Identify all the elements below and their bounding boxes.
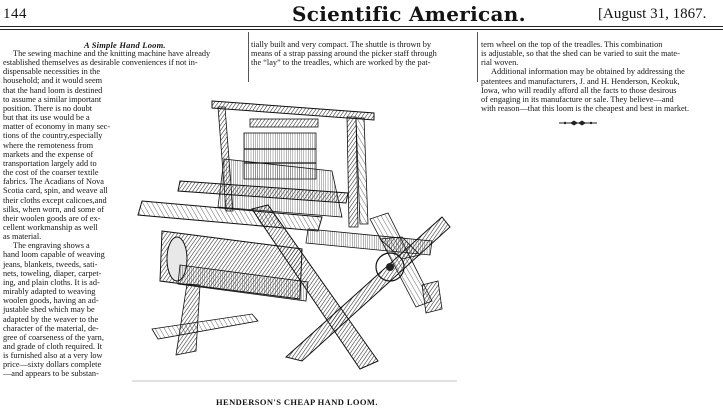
page-number: 144 bbox=[3, 6, 27, 22]
text-line: hand loom capable of weaving bbox=[3, 250, 105, 260]
text-line: but that its use would be a bbox=[3, 113, 90, 123]
text-line: matter of economy in many sec- bbox=[3, 122, 111, 132]
text-line: household; and it would seem bbox=[3, 76, 103, 86]
text-line: silks, when worn, and some of bbox=[3, 204, 105, 214]
text-line: rial woven. bbox=[481, 58, 519, 68]
text-line: fabrics. The Acadians of Nova bbox=[3, 177, 104, 187]
text-line: means of a strap passing around the picker staff through bbox=[251, 49, 437, 59]
header-rule bbox=[0, 26, 723, 27]
text-line: —and appears to be substan- bbox=[3, 369, 99, 379]
text-line: to assume a similar important bbox=[3, 94, 102, 104]
column-rule-2 bbox=[477, 32, 478, 82]
text-line: their woolen goods are of ex- bbox=[3, 213, 101, 223]
text-line: gree of coarseness of the yarn, bbox=[3, 332, 104, 342]
text-line: dispensable necessities in the bbox=[3, 67, 101, 77]
text-line: The engraving shows a bbox=[13, 241, 90, 251]
text-line: jeans, blankets, tweeds, sati- bbox=[3, 259, 98, 269]
text-line: justable shed which may be bbox=[3, 305, 95, 315]
article-column-3 bbox=[481, 40, 721, 113]
text-line: with reason—that this loom is the cheapest and best in market. bbox=[481, 104, 690, 114]
text-line: character of the material, de- bbox=[3, 323, 99, 333]
text-line: that the hand loom is destined bbox=[3, 85, 103, 95]
text-line: Additional information may be obtained by addressing the bbox=[491, 67, 685, 77]
text-line: position. There is no doubt bbox=[3, 103, 93, 113]
text-line: and grade of cloth required. It bbox=[3, 342, 103, 351]
text-line: woolen goods, having an ad- bbox=[3, 296, 99, 306]
figure-caption: HENDERSON'S CHEAP HAND LOOM. bbox=[216, 397, 378, 407]
text-line: patentees and manufacturers, J. and H. Henderson, Keokuk, bbox=[481, 76, 680, 86]
text-line: transportation largely add to bbox=[3, 158, 97, 168]
text-line: is furnished also at a very low bbox=[3, 351, 103, 361]
text-line: price—sixty dollars complete bbox=[3, 360, 102, 370]
text-line: established themselves as desirable conveniences if not in- bbox=[3, 58, 198, 68]
text-line: the cost of the coarser textile bbox=[3, 168, 99, 178]
text-line: markets and the expense of bbox=[3, 149, 94, 159]
text-line: is adjustable, so that the shed can be varied to suit the mate- bbox=[481, 49, 680, 59]
text-line: Scotia card, spin, and weave all bbox=[3, 186, 108, 196]
text-line: tially built and very compact. The shuttle is thrown by bbox=[251, 40, 432, 49]
text-line: as material. bbox=[3, 232, 42, 242]
text-line: Iowa, who will readily afford all the facts to those desirous bbox=[481, 85, 677, 95]
text-line: ing, and plain cloths. It is ad- bbox=[3, 277, 100, 287]
text-line: mirably adapted to weaving bbox=[3, 287, 96, 297]
loom-engraving bbox=[132, 89, 457, 389]
article-column-2 bbox=[251, 40, 475, 67]
text-line: where the remoteness from bbox=[3, 140, 94, 150]
text-line: The sewing machine and the knitting machine have already bbox=[13, 49, 211, 58]
text-line: cellent workmanship as well bbox=[3, 222, 98, 232]
column-rule-1 bbox=[248, 32, 249, 82]
header-rule-thin bbox=[0, 29, 723, 30]
text-line: of engaging in its manufacture or sale. They believe—and bbox=[481, 94, 674, 104]
ornament-divider bbox=[558, 119, 598, 127]
text-line: tions of the country,especially bbox=[3, 131, 103, 141]
text-line: their cloths except calicoes,and bbox=[3, 195, 107, 205]
text-line: the “lay” to the treadles, which are worked by the pat- bbox=[251, 58, 431, 68]
text-line: tern wheel on the top of the treadles. This combination bbox=[481, 40, 663, 49]
masthead-title: Scientific American. bbox=[292, 2, 526, 26]
text-line: nets, toweling, diaper, carpet- bbox=[3, 268, 102, 278]
issue-date: [August 31, 1867. bbox=[598, 6, 707, 22]
article-heading: A Simple Hand Loom. bbox=[84, 40, 166, 50]
text-line: adapted by the weaver to the bbox=[3, 314, 99, 324]
